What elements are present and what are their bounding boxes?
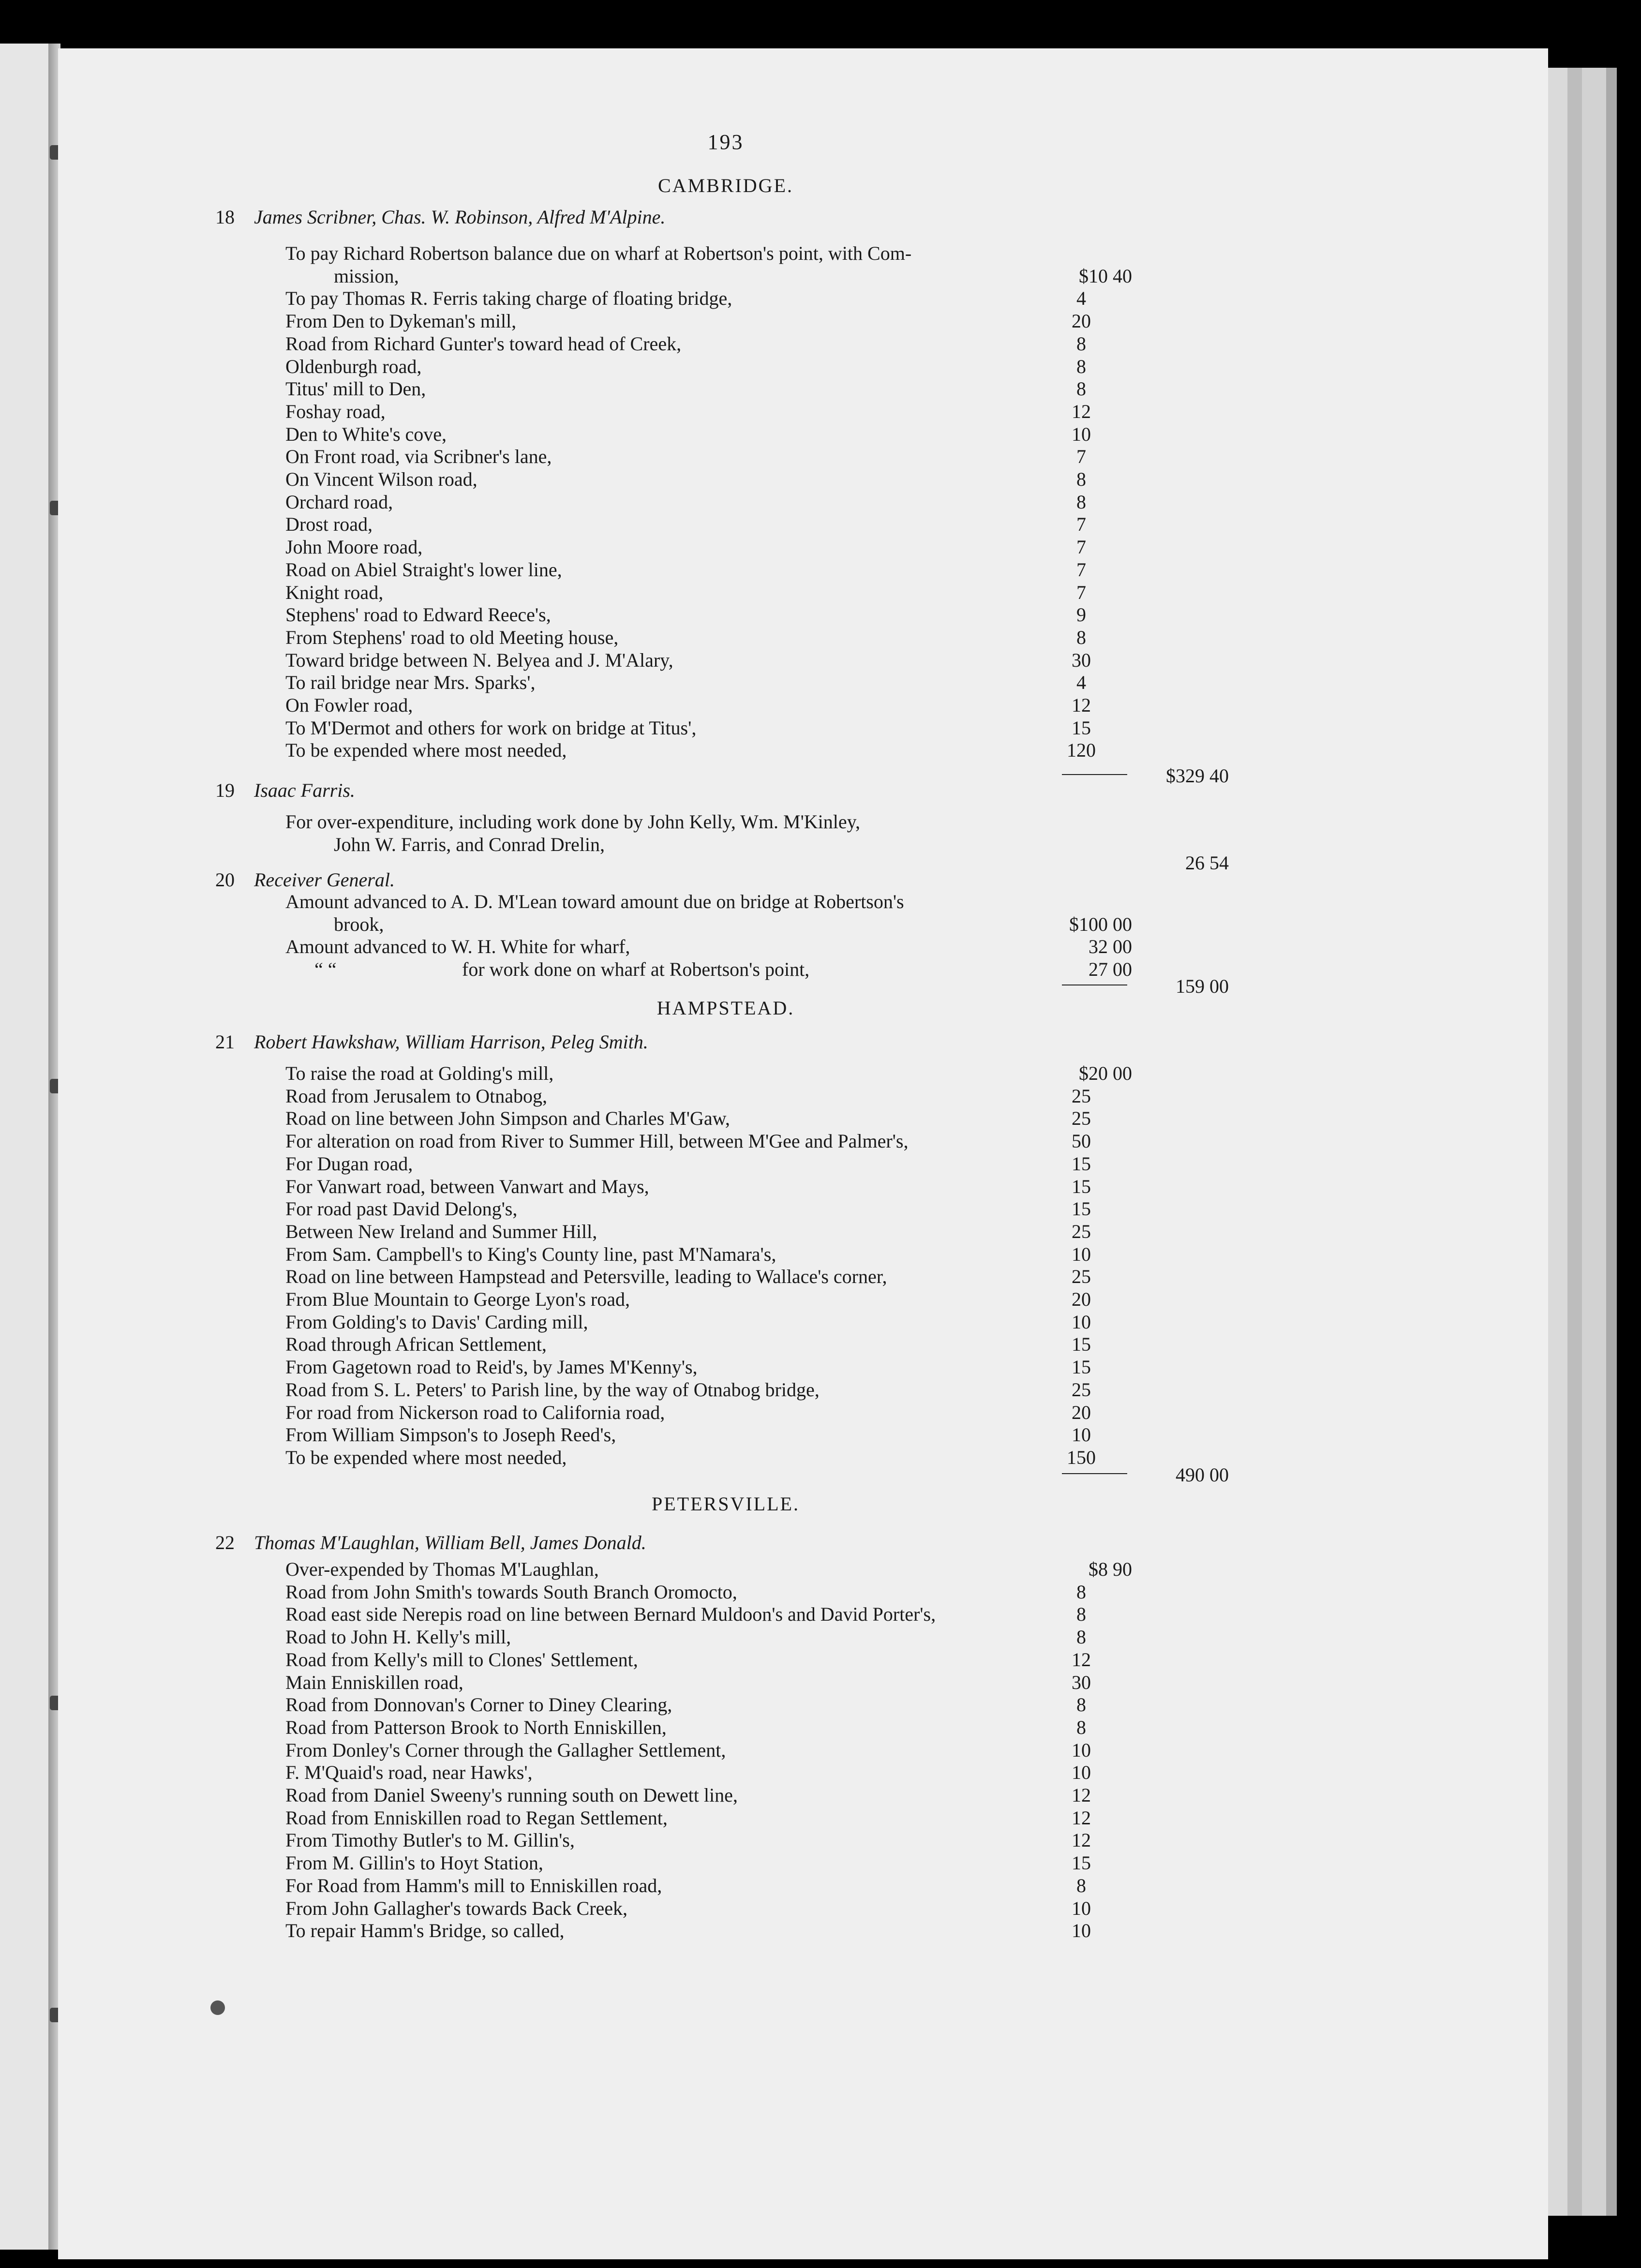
line-amount: 30 <box>1072 649 1091 671</box>
line-item: Road through African Settlement, <box>285 1333 547 1355</box>
entry-number: 20 <box>215 869 235 891</box>
line-amount: 8 <box>1076 468 1086 490</box>
line-amount: 8 <box>1076 627 1086 648</box>
page-edge <box>1548 68 1567 2216</box>
line-amount: 20 <box>1072 1402 1091 1423</box>
entry-total: 159 00 <box>1176 975 1229 997</box>
line-item: Stephens' road to Edward Reece's, <box>285 604 551 626</box>
entry-total: 26 54 <box>1185 852 1229 874</box>
line-item: To be expended where most needed, <box>285 739 567 761</box>
line-item: For Dugan road, <box>285 1153 413 1175</box>
line-amount: 8 <box>1076 333 1086 355</box>
entry-total: 490 00 <box>1176 1464 1229 1486</box>
line-item: Road from Patterson Brook to North Enniskillen, <box>285 1716 667 1738</box>
line-item: Titus' mill to Den, <box>285 378 426 400</box>
line-item: John Moore road, <box>285 536 423 558</box>
line-amount: 8 <box>1076 1875 1086 1896</box>
line-item: Road from Kelly's mill to Clones' Settlement, <box>285 1649 638 1671</box>
line-amount: 8 <box>1076 1626 1086 1648</box>
line-item: Road on Abiel Straight's lower line, <box>285 559 562 581</box>
line-item: From Golding's to Davis' Carding mill, <box>285 1311 588 1333</box>
line-item: From William Simpson's to Joseph Reed's, <box>285 1424 616 1446</box>
line-amount: 25 <box>1072 1266 1091 1287</box>
line-item: To raise the road at Golding's mill, <box>285 1062 554 1084</box>
line-amount: 50 <box>1072 1130 1091 1152</box>
line-amount: 10 <box>1072 1739 1091 1761</box>
section-heading: PETERSVILLE. <box>652 1493 800 1515</box>
line-amount: 32 00 <box>1089 936 1132 957</box>
line-amount: 27 00 <box>1089 958 1132 980</box>
line-amount: 8 <box>1076 378 1086 400</box>
line-item: Road from Donnovan's Corner to Diney Clearing, <box>285 1694 672 1716</box>
line-item: From Stephens' road to old Meeting house, <box>285 627 619 648</box>
line-item: Over-expended by Thomas M'Laughlan, <box>285 1558 599 1580</box>
line-item: For road from Nickerson road to California road, <box>285 1402 665 1423</box>
line-item: Main Enniskillen road, <box>285 1671 463 1693</box>
line-item: Road from Jerusalem to Otnabog, <box>285 1085 547 1107</box>
line-item: To pay Richard Robertson balance due on wharf at Robertson's point, with Com- <box>285 242 912 264</box>
line-item: Den to White's cove, <box>285 423 447 445</box>
line-item: Orchard road, <box>285 491 393 513</box>
line-item: From Blue Mountain to George Lyon's road, <box>285 1288 630 1310</box>
line-item: Amount advanced to A. D. M'Lean toward amount due on bridge at Robertson's <box>285 891 904 912</box>
line-amount: $20 00 <box>1079 1062 1132 1084</box>
commissioners: James Scribner, Chas. W. Robinson, Alfred M'Alpine. <box>254 206 666 228</box>
line-amount: 150 <box>1067 1447 1096 1468</box>
line-item: Between New Ireland and Summer Hill, <box>285 1221 597 1242</box>
document-page <box>58 48 1548 2259</box>
line-amount: 7 <box>1076 513 1086 535</box>
ditto-marks: “ “ <box>314 958 337 980</box>
line-item: Road on line between Hampstead and Petersville, leading to Wallace's corner, <box>285 1266 887 1287</box>
line-amount: 12 <box>1072 1807 1091 1829</box>
entry-number: 21 <box>215 1031 235 1053</box>
line-item: Road from S. L. Peters' to Parish line, by the way of Otnabog bridge, <box>285 1379 820 1401</box>
ink-speck <box>210 2000 225 2015</box>
line-amount: $10 40 <box>1079 265 1132 287</box>
line-amount: 9 <box>1076 604 1086 626</box>
line-item: Road from Richard Gunter's toward head of Creek, <box>285 333 682 355</box>
line-amount: 15 <box>1072 1356 1091 1378</box>
line-amount: 10 <box>1072 1761 1091 1783</box>
subtotal-rule <box>1062 774 1127 775</box>
line-item: To pay Thomas R. Ferris taking charge of floating bridge, <box>285 287 732 309</box>
commissioners: Receiver General. <box>254 869 395 891</box>
line-item: Knight road, <box>285 582 384 603</box>
line-item: Road on line between John Simpson and Charles M'Gaw, <box>285 1107 730 1129</box>
line-item: On Vincent Wilson road, <box>285 468 477 490</box>
line-amount: 25 <box>1072 1379 1091 1401</box>
line-item: On Front road, via Scribner's lane, <box>285 446 552 467</box>
line-amount: 15 <box>1072 1198 1091 1220</box>
line-amount: 15 <box>1072 1176 1091 1197</box>
line-item: For road past David Delong's, <box>285 1198 518 1220</box>
line-amount: 10 <box>1072 423 1091 445</box>
line-item: From Den to Dykeman's mill, <box>285 310 517 332</box>
page-edge <box>1582 68 1606 2216</box>
line-amount: 15 <box>1072 1333 1091 1355</box>
line-amount: 20 <box>1072 310 1091 332</box>
line-amount: 20 <box>1072 1288 1091 1310</box>
line-amount: 10 <box>1072 1920 1091 1941</box>
line-item: From Gagetown road to Reid's, by James M'Kenny's, <box>285 1356 698 1378</box>
page-number: 193 <box>707 130 744 154</box>
line-item: For over-expenditure, including work done by John Kelly, Wm. M'Kinley, <box>285 811 861 833</box>
line-item: From M. Gillin's to Hoyt Station, <box>285 1852 543 1874</box>
line-amount: 12 <box>1072 694 1091 716</box>
line-amount: 7 <box>1076 582 1086 603</box>
line-item: On Fowler road, <box>285 694 413 716</box>
line-amount: $100 00 <box>1069 913 1132 935</box>
line-amount: 10 <box>1072 1311 1091 1333</box>
line-amount: 8 <box>1076 1581 1086 1603</box>
line-amount: 7 <box>1076 536 1086 558</box>
line-item: Road east side Nerepis road on line between Bernard Muldoon's and David Porter's, <box>285 1603 936 1625</box>
line-amount: 10 <box>1072 1897 1091 1919</box>
line-amount: 12 <box>1072 1784 1091 1806</box>
line-amount: 8 <box>1076 491 1086 513</box>
subtotal-rule <box>1062 1473 1127 1474</box>
line-item: From Timothy Butler's to M. Gillin's, <box>285 1829 575 1851</box>
line-item: Oldenburgh road, <box>285 356 422 377</box>
line-amount: 30 <box>1072 1671 1091 1693</box>
line-amount: 15 <box>1072 717 1091 739</box>
line-item: Road to John H. Kelly's mill, <box>285 1626 511 1648</box>
line-item: For alteration on road from River to Summer Hill, between M'Gee and Palmer's, <box>285 1130 909 1152</box>
binding-spine <box>0 44 56 2250</box>
line-item: To be expended where most needed, <box>285 1447 567 1468</box>
section-heading: HAMPSTEAD. <box>656 997 795 1019</box>
line-item: From Donley's Corner through the Gallagher Settlement, <box>285 1739 726 1761</box>
line-item: Road from Daniel Sweeny's running south on Dewett line, <box>285 1784 738 1806</box>
line-amount: 7 <box>1076 446 1086 467</box>
line-item: To M'Dermot and others for work on bridge at Titus', <box>285 717 697 739</box>
commissioners: Robert Hawkshaw, William Harrison, Peleg Smith. <box>254 1031 648 1053</box>
line-item: For Vanwart road, between Vanwart and Mays, <box>285 1176 649 1197</box>
line-amount: 12 <box>1072 1649 1091 1671</box>
line-item: Road from John Smith's towards South Branch Oromocto, <box>285 1581 737 1603</box>
entry-number: 22 <box>215 1532 235 1553</box>
line-item: From John Gallagher's towards Back Creek, <box>285 1897 628 1919</box>
line-amount: 8 <box>1076 1716 1086 1738</box>
line-amount: 25 <box>1072 1221 1091 1242</box>
line-amount: 8 <box>1076 1603 1086 1625</box>
line-item: To repair Hamm's Bridge, so called, <box>285 1920 565 1941</box>
entry-number: 19 <box>215 779 235 801</box>
line-item: From Sam. Campbell's to King's County line, past M'Namara's, <box>285 1243 776 1265</box>
line-item: F. M'Quaid's road, near Hawks', <box>285 1761 533 1783</box>
line-amount: 4 <box>1076 287 1086 309</box>
line-item: For Road from Hamm's mill to Enniskillen road, <box>285 1875 662 1896</box>
line-item: Foshay road, <box>285 401 386 422</box>
line-amount: $8 90 <box>1089 1558 1132 1580</box>
line-amount: 8 <box>1076 356 1086 377</box>
line-item: Toward bridge between N. Belyea and J. M'Alary, <box>285 649 673 671</box>
line-amount: 4 <box>1076 671 1086 693</box>
commissioners: Isaac Farris. <box>254 779 355 801</box>
line-item: for work done on wharf at Robertson's point, <box>462 958 810 980</box>
line-amount: 10 <box>1072 1424 1091 1446</box>
page-edge <box>1567 68 1582 2216</box>
line-amount: 12 <box>1072 401 1091 422</box>
line-amount: 15 <box>1072 1852 1091 1874</box>
line-amount: 25 <box>1072 1107 1091 1129</box>
line-item: To rail bridge near Mrs. Sparks', <box>285 671 536 693</box>
entry-number: 18 <box>215 206 235 228</box>
line-item: brook, <box>334 913 384 935</box>
line-amount: 25 <box>1072 1085 1091 1107</box>
line-amount: 10 <box>1072 1243 1091 1265</box>
line-amount: 7 <box>1076 559 1086 581</box>
line-item: mission, <box>334 265 399 287</box>
line-amount: 120 <box>1067 739 1096 761</box>
line-amount: 15 <box>1072 1153 1091 1175</box>
line-item: John W. Farris, and Conrad Drelin, <box>334 834 605 855</box>
line-item: Road from Enniskillen road to Regan Settlement, <box>285 1807 668 1829</box>
line-item: Drost road, <box>285 513 373 535</box>
page-edge <box>1606 68 1617 2216</box>
section-heading: CAMBRIDGE. <box>657 175 794 196</box>
line-amount: 12 <box>1072 1829 1091 1851</box>
entry-total: $329 40 <box>1166 765 1229 787</box>
line-item: Amount advanced to W. H. White for wharf, <box>285 936 630 957</box>
line-amount: 8 <box>1076 1694 1086 1716</box>
commissioners: Thomas M'Laughlan, William Bell, James Donald. <box>254 1532 646 1553</box>
